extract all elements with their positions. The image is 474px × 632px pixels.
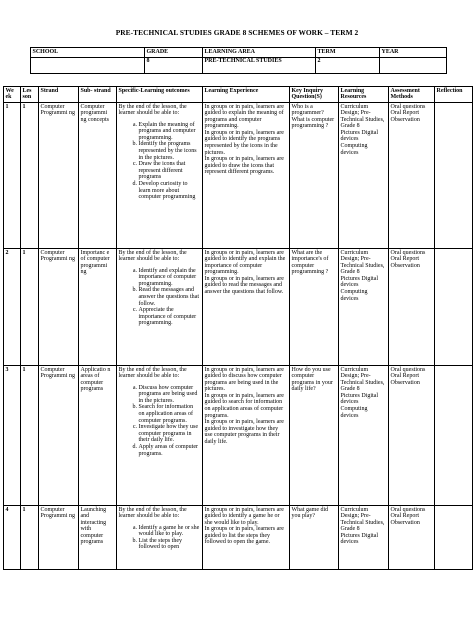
resources-cell xyxy=(339,366,389,506)
outcomes-intro: By the end of the lesson, the learner should be able to: xyxy=(118,103,187,117)
school-header: SCHOOL xyxy=(31,48,145,58)
experience-paragraph: In groups or in pairs, learners are guided to read the messages and answer the questions that follow. xyxy=(204,275,284,296)
resources-cell xyxy=(339,103,389,249)
strand-cell: Computer Programmi ng xyxy=(39,103,79,249)
outcomes-cell xyxy=(117,366,203,506)
list-item: d. Develop curiosity to learn more about computer programming xyxy=(139,181,201,201)
resource-text: Pictures Digital devices Computing devices xyxy=(340,392,378,419)
questions-cell xyxy=(290,506,339,570)
reflection-cell[interactable] xyxy=(435,366,473,506)
table-header-row xyxy=(4,87,473,103)
experience-paragraph: In groups or in pairs, learners are guided to identify a game he or she would like to play. xyxy=(204,506,284,526)
assessment-cell: Oral questions Oral Report Observation xyxy=(389,366,435,506)
resource-text: Pictures Digital devices xyxy=(340,532,378,546)
questions-cell xyxy=(290,366,339,506)
inquiry-question: What are the importance's of computer programming ? xyxy=(291,249,329,276)
list-item: a. Identify a game he or she would like to play. xyxy=(139,525,201,538)
resource-text: Curriculum Design; Pre-Technical Studies, Grade 8 xyxy=(340,103,385,130)
lesson-cell: 1 xyxy=(21,249,39,366)
table-row xyxy=(4,366,473,506)
assessment-cell: Oral questions Oral Report Observation xyxy=(389,506,435,570)
column-header-week: We ek xyxy=(4,87,21,103)
lesson-cell: 1 xyxy=(21,506,39,570)
resources-cell xyxy=(339,506,389,570)
column-header-lesson: Les son xyxy=(21,87,39,103)
school-info-table xyxy=(30,47,447,74)
scheme-of-work-table xyxy=(3,86,473,570)
resource-text: Curriculum Design; Pre-Technical Studies, Grade 8 xyxy=(340,249,385,276)
column-header-resources: Learning Resources xyxy=(339,87,389,103)
questions-cell xyxy=(290,249,339,366)
resource-text: Pictures Digital devices Computing devices xyxy=(340,275,378,302)
inquiry-question: What game did you play? xyxy=(291,506,329,520)
table-row xyxy=(4,103,473,249)
resource-text: Curriculum Design; Pre-Technical Studies, Grade 8 xyxy=(340,366,385,393)
experience-paragraph: In groups or in pairs, learners are guided to identify the programs represented by the icons in the pictures. xyxy=(204,129,284,156)
resource-text: Curriculum Design; Pre-Technical Studies, Grade 8 xyxy=(340,506,385,533)
list-item: b. Read the messages and answer the questions that follow. xyxy=(139,287,201,307)
column-header-reflection: Reflection xyxy=(435,87,473,103)
outcomes-list xyxy=(119,525,201,551)
experience-paragraph: In groups or in pairs, learners are guided to identify and explain the importance of computer programming. xyxy=(204,249,286,276)
list-item: b. List the steps they followed to open xyxy=(139,538,201,551)
grade-header: GRADE xyxy=(145,48,203,58)
strand-cell: Computer Programmi ng xyxy=(39,366,79,506)
column-header-strand: Strand xyxy=(39,87,79,103)
term-header: TERM xyxy=(316,48,380,58)
outcomes-list xyxy=(119,385,201,458)
questions-cell xyxy=(290,103,339,249)
week-cell: 4 xyxy=(4,506,21,570)
list-item: a. Explain the meaning of programs and computer programming. xyxy=(139,122,201,142)
week-cell: 1 xyxy=(4,103,21,249)
grade-value[interactable]: 8 xyxy=(145,57,203,73)
inquiry-question: Who is a programmer? xyxy=(291,103,324,117)
outcomes-cell xyxy=(117,103,203,249)
week-cell: 3 xyxy=(4,366,21,506)
experience-cell xyxy=(203,506,290,570)
experience-paragraph: In groups or in pairs, learners are guided to list the steps they followed to open the game. xyxy=(204,526,284,546)
column-header-questions: Key Inquiry Question(S) xyxy=(290,87,339,103)
learning-area-header: LEARNING AREA xyxy=(203,48,316,58)
year-value[interactable] xyxy=(380,57,447,73)
column-header-assessment: Assessment Methods xyxy=(389,87,435,103)
experience-cell xyxy=(203,249,290,366)
assessment-cell: Oral questions Oral Report Observation xyxy=(389,103,435,249)
column-header-substrand: Sub- strand xyxy=(79,87,117,103)
experience-paragraph: In groups or in pairs, learners are guided to investigate how they use computer programs in their daily life. xyxy=(204,419,284,446)
table-row xyxy=(4,506,473,570)
list-item: d. Apply areas of computer programs. xyxy=(139,444,201,457)
experience-paragraph: In groups or in pairs, learners are guided to explain the meaning of programs and computer programming. xyxy=(204,103,284,130)
list-item: b. Identify the programs represented by the icons in the pictures. xyxy=(139,141,201,161)
outcomes-intro: By the end of the lesson, the learner should be able to: xyxy=(118,249,187,263)
substrand-cell: Importanc e of computer programmi ng xyxy=(79,249,117,366)
experience-paragraph: In groups or in pairs, learners are guided to discuss how computer programs are being used in the pictures. xyxy=(204,366,284,393)
substrand-cell: Computer programmi ng concepts xyxy=(79,103,117,249)
year-header: YEAR xyxy=(380,48,447,58)
outcomes-list xyxy=(119,268,201,327)
column-header-experience: Learning Experience xyxy=(203,87,290,103)
reflection-cell[interactable] xyxy=(435,103,473,249)
table-row xyxy=(4,249,473,366)
outcomes-intro: By the end of the lesson, the learner should be able to: xyxy=(118,506,187,520)
resource-text: Pictures Digital devices Computing devices xyxy=(340,129,378,156)
resources-cell xyxy=(339,249,389,366)
learning-area-value[interactable]: PRE-TECHNICAL STUDIES xyxy=(203,57,316,73)
substrand-cell: Applicatio n areas of computer programs xyxy=(79,366,117,506)
lesson-cell: 1 xyxy=(21,103,39,249)
inquiry-question: What is computer programming ? xyxy=(291,116,335,130)
list-item: b. Search for information on application areas of computer programs. xyxy=(139,404,201,424)
school-value[interactable] xyxy=(31,57,145,73)
outcomes-cell xyxy=(117,506,203,570)
list-item: c. Appreciate the importance of computer programming. xyxy=(139,307,201,327)
document-title: PRE-TECHNICAL STUDIES GRADE 8 SCHEMES OF WORK – TERM 2 xyxy=(115,28,359,37)
strand-cell: Computer Programmi ng xyxy=(39,249,79,366)
reflection-cell[interactable] xyxy=(435,249,473,366)
list-item: c. Draw the icons that represent different programs xyxy=(139,161,201,181)
lesson-cell: 1 xyxy=(21,366,39,506)
reflection-cell[interactable] xyxy=(435,506,473,570)
outcomes-cell xyxy=(117,249,203,366)
outcomes-list xyxy=(119,122,201,201)
inquiry-question: How do you use computer programs in your daily life? xyxy=(291,366,333,393)
list-item: c. Investigate how they use computer programs in their daily life. xyxy=(139,424,201,444)
experience-cell xyxy=(203,366,290,506)
week-cell: 2 xyxy=(4,249,21,366)
term-value[interactable]: 2 xyxy=(316,57,380,73)
column-header-outcomes: Specific-Learning outcomes xyxy=(117,87,203,103)
list-item: a. Discuss how computer programs are being used in the pictures. xyxy=(139,385,201,405)
list-item: a. Identify and explain the importance of computer programming. xyxy=(139,268,201,288)
assessment-cell: Oral questions Oral Report Observation xyxy=(389,249,435,366)
experience-paragraph: In groups or in pairs, learners are guided to search for information on application areas of computer programs. xyxy=(204,392,284,419)
outcomes-intro: By the end of the lesson, the learner should be able to: xyxy=(118,366,187,380)
experience-cell xyxy=(203,103,290,249)
strand-cell: Computer Programmi ng xyxy=(39,506,79,570)
substrand-cell: Launching and interacting with computer programs xyxy=(79,506,117,570)
experience-paragraph: In groups or in pairs, learners are guided to draw the icons that represent different programs. xyxy=(204,156,284,176)
